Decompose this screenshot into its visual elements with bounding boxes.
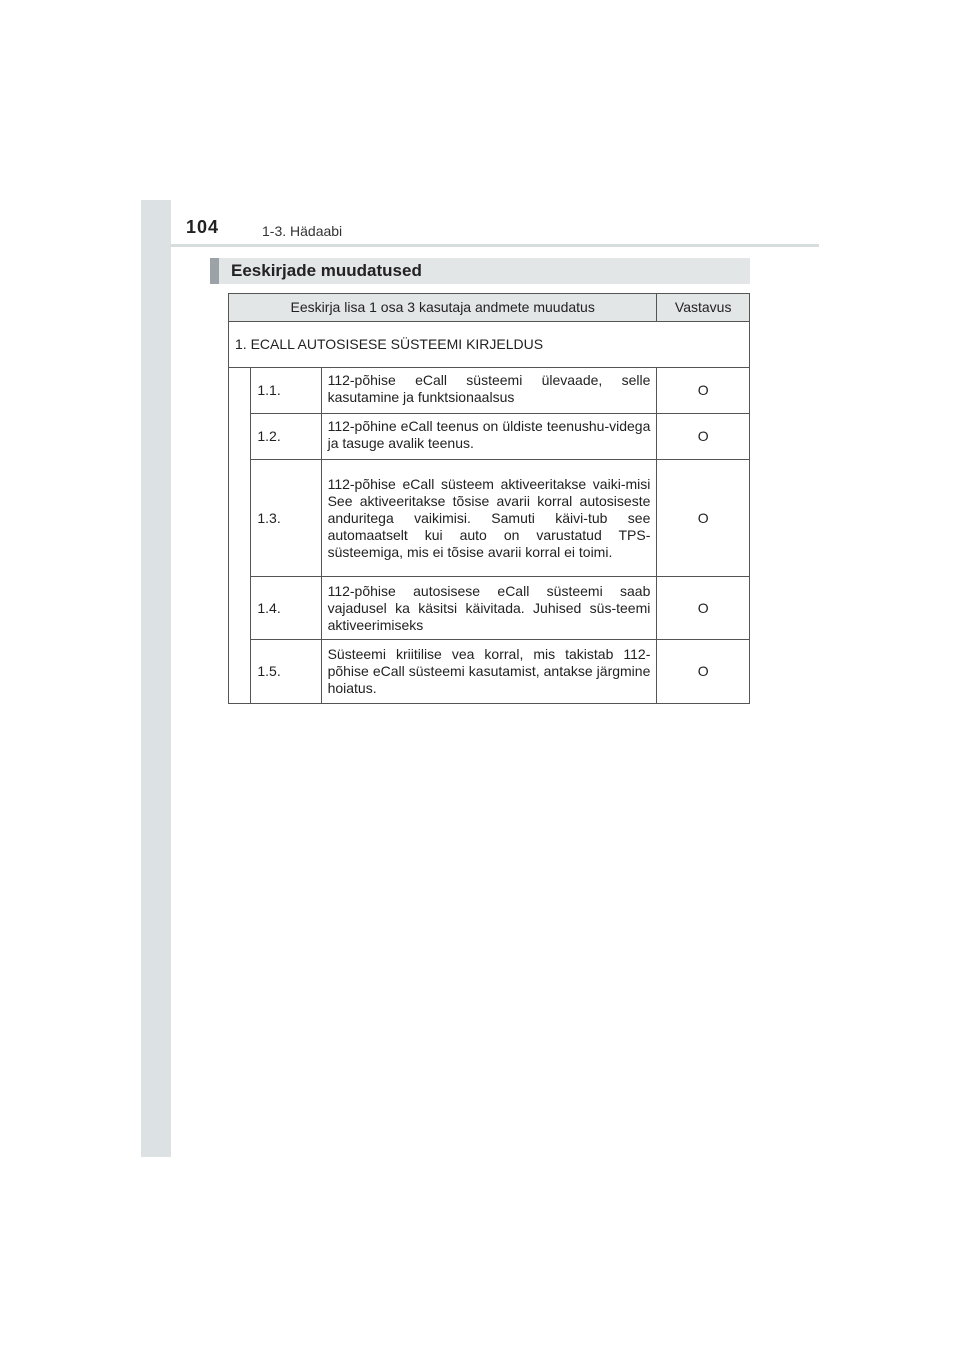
column-header-main: Eeskirja lisa 1 osa 3 kasutaja andmete muudatus (229, 294, 657, 322)
indent-cell (229, 368, 251, 704)
row-number: 1.4. (251, 577, 321, 640)
regulation-table (228, 293, 750, 704)
row-description: Süsteemi kriitilise vea korral, mis takistab 112-põhise eCall süsteemi kasutamist, antakse järgmine hoiatus. (321, 640, 657, 704)
page-number: 104 (186, 217, 220, 237)
section-heading: Eeskirjade muudatused (231, 261, 422, 280)
row-number: 1.3. (251, 460, 321, 577)
table-row (229, 460, 750, 577)
side-tab-band (141, 200, 171, 1157)
table-row (229, 640, 750, 704)
table-row (229, 414, 750, 460)
table-header-row (229, 294, 750, 322)
row-value: O (657, 368, 750, 414)
row-number: 1.2. (251, 414, 321, 460)
row-value: O (657, 460, 750, 577)
column-header-value: Vastavus (657, 294, 750, 322)
row-value: O (657, 577, 750, 640)
row-value: O (657, 414, 750, 460)
header-divider (171, 244, 819, 247)
row-description: 112-põhise eCall süsteemi ülevaade, selle kasutamine ja funktsionaalsus (321, 368, 657, 414)
table-row (229, 577, 750, 640)
section-title: 1-3. Hädaabi (262, 223, 343, 239)
row-number: 1.5. (251, 640, 321, 704)
row-number: 1.1. (251, 368, 321, 414)
section-heading-bar (210, 258, 750, 284)
row-value: O (657, 640, 750, 704)
row-description: 112-põhine eCall teenus on üldiste teenushu-videga ja tasuge avalik teenus. (321, 414, 657, 460)
row-description: 112-põhise eCall süsteem aktiveeritakse vaiki-misi See aktiveeritakse tõsise avarii korral autosiseste anduritega vaikimisi. Samuti käivi-tub see automaatselt kui auto on varustatud TPS-süsteemiga, mis ei tõsise avarii korral ei toimi. (321, 460, 657, 577)
table-section-title: 1. ECALL AUTOSISESE SÜSTEEMI KIRJELDUS (229, 322, 750, 368)
table-section-row (229, 322, 750, 368)
row-description: 112-põhise autosisese eCall süsteemi saab vajadusel ka käsitsi käivitada. Juhised süs-teemi aktiveerimiseks (321, 577, 657, 640)
table-row (229, 368, 750, 414)
